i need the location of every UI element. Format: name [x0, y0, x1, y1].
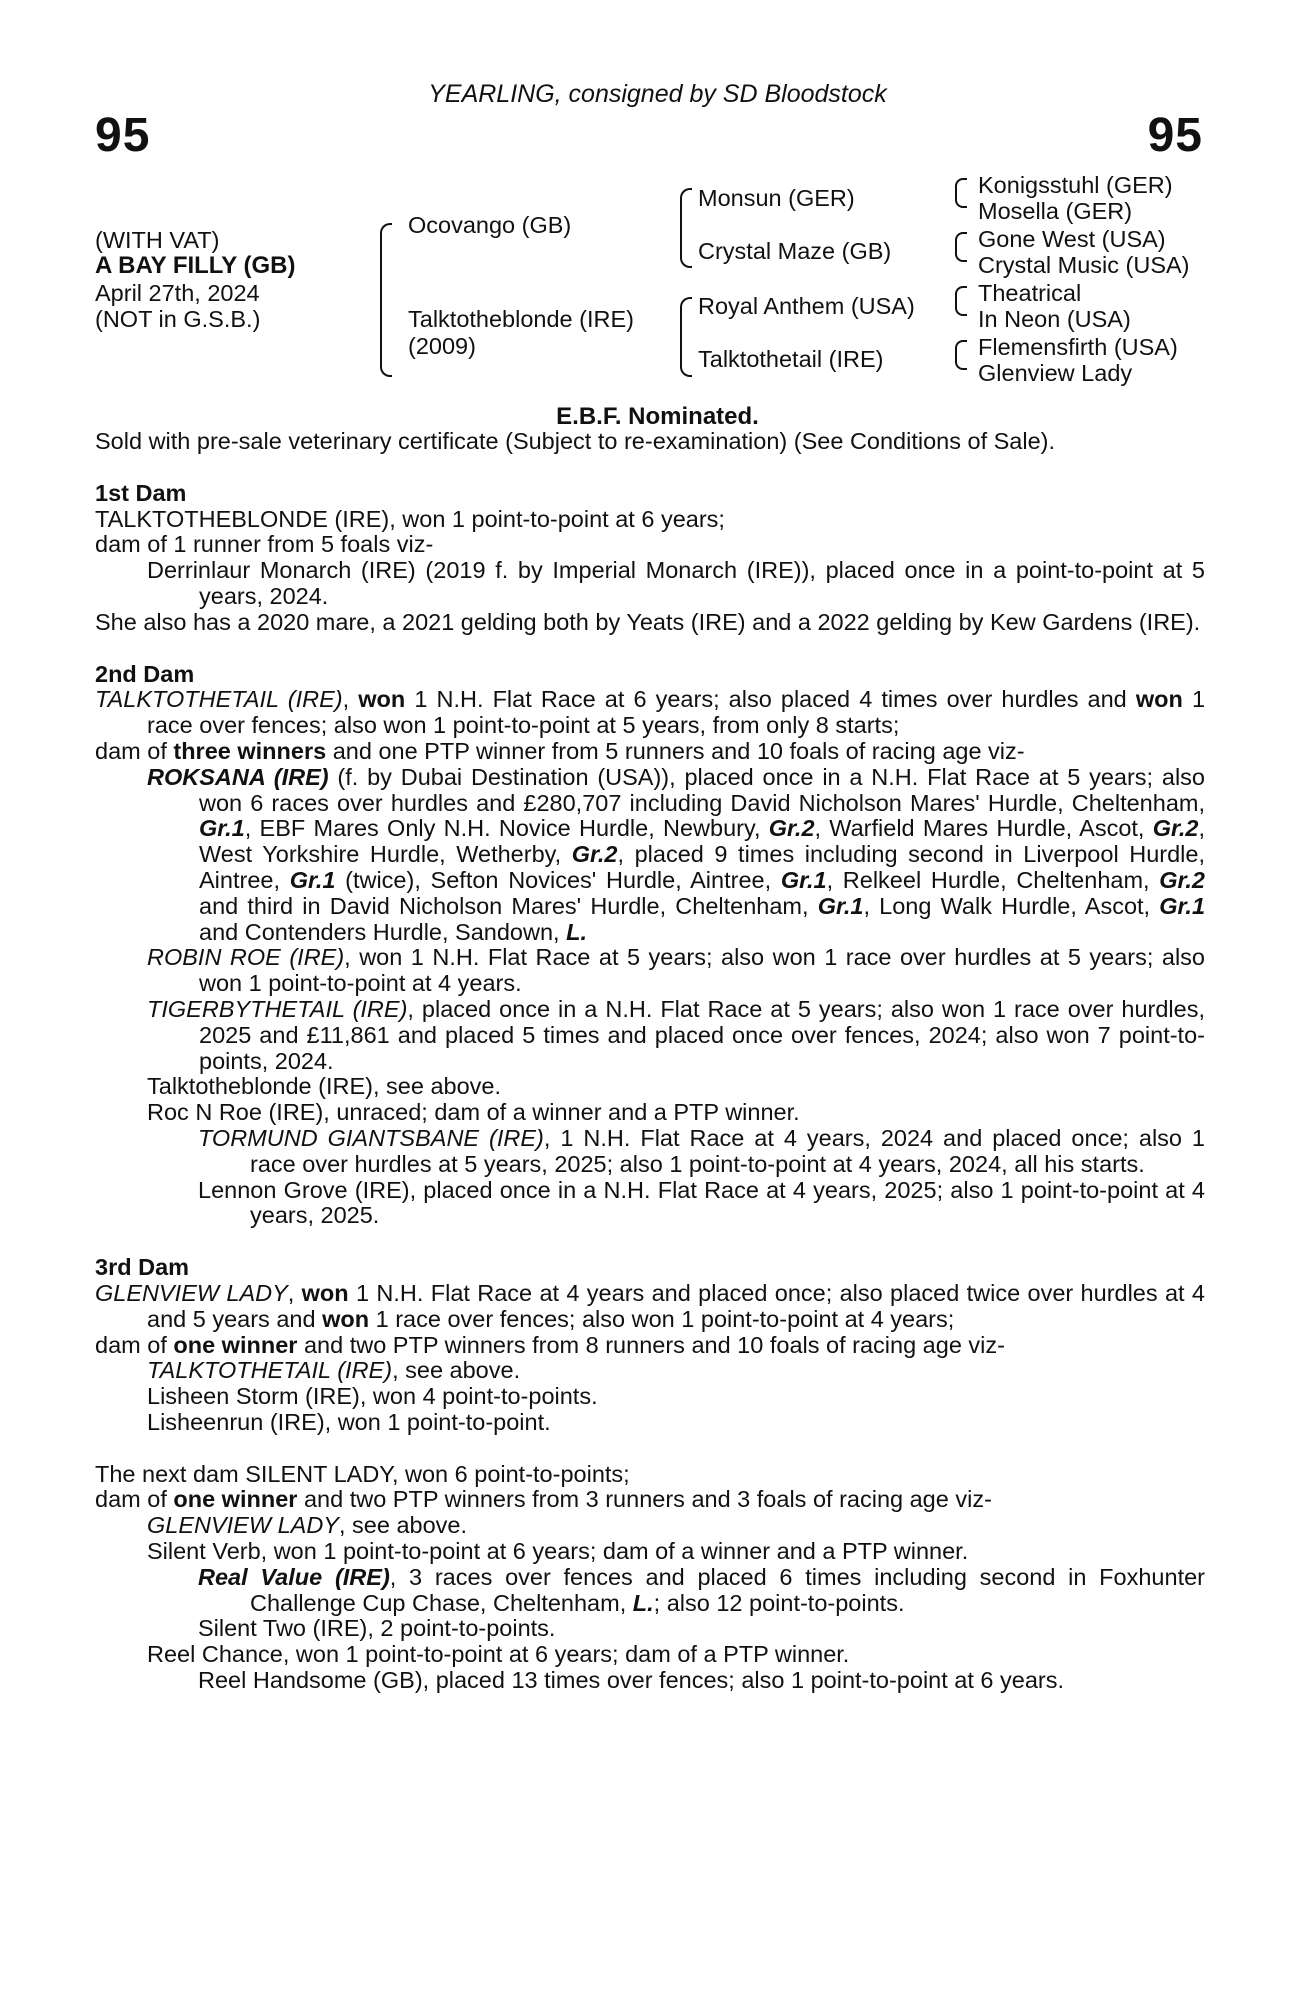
- grade-label: Gr.1: [1159, 892, 1206, 919]
- pedigree-brace-3a: [955, 178, 967, 208]
- roksana-entry: [95, 765, 1205, 946]
- next-dam-line: The next dam SILENT LADY, won 6 point-to-points;: [95, 1460, 630, 1487]
- grade-label: Gr.1: [199, 815, 245, 842]
- second-dam-record-text: 1 N.H. Flat Race at 6 years; also placed 4 times over hurdles and: [414, 686, 1127, 713]
- third-dam-produce-summary: [95, 1333, 1205, 1359]
- dam-of-label: dam of: [95, 737, 167, 764]
- grade-label: Gr.1: [780, 866, 827, 893]
- pedigree-brace-2b: [680, 297, 692, 377]
- vat-note: (WITH VAT): [95, 227, 220, 253]
- second-dam-name: TALKTOTHETAIL (IRE): [95, 686, 343, 713]
- first-dam-line-1: TALKTOTHEBLONDE (IRE), won 1 point-to-point at 6 years;: [95, 505, 725, 532]
- produce-summary-text: and two PTP winners from 3 runners and 3 foals of racing age viz-: [303, 1486, 992, 1513]
- third-dam-name: GLENVIEW LADY: [95, 1279, 288, 1306]
- pedigree-dam-year: (2009): [408, 333, 476, 359]
- lennon-grove-entry: Lennon Grove (IRE), placed once in a N.H. Flat Race at 4 years, 2025; also 1 point-to-point at 4 years, 2025.: [198, 1176, 1205, 1229]
- foaling-date: April 27th, 2024: [95, 280, 260, 306]
- first-dam-line-2: dam of 1 runner from 5 foals viz-: [95, 531, 434, 558]
- pedigree-dd-dam: Glenview Lady: [978, 360, 1133, 386]
- reel-chance-entry: Reel Chance, won 1 point-to-point at 6 years; dam of a PTP winner.: [147, 1641, 850, 1668]
- robin-roe-name: ROBIN ROE (IRE): [147, 944, 345, 971]
- grade-label: Gr.2: [571, 841, 618, 868]
- roksana-text: , EBF Mares Only N.H. Novice Hurdle, Newbury,: [244, 815, 761, 842]
- pedigree-sire: Ocovango (GB): [408, 212, 572, 238]
- pedigree-brace-1: [380, 223, 392, 377]
- won-label: won: [1135, 686, 1183, 713]
- won-label: won: [322, 1305, 370, 1332]
- produce-summary-text: and one PTP winner from 5 runners and 10 foals of racing age viz-: [332, 737, 1025, 764]
- talktothetail-text: , see above.: [392, 1357, 521, 1384]
- glenview-lady-text: , see above.: [338, 1512, 468, 1539]
- roksana-text: and third in David Nicholson Mares' Hurdle, Cheltenham,: [199, 892, 809, 919]
- winners-count: three winners: [173, 737, 327, 764]
- silent-two-entry: Silent Two (IRE), 2 point-to-points.: [198, 1615, 556, 1642]
- roksana-text: , Long Walk Hurdle, Ascot,: [863, 892, 1151, 919]
- pedigree-ss-dam: Mosella (GER): [978, 198, 1133, 224]
- third-dam-heading: 3rd Dam: [95, 1254, 190, 1281]
- third-dam-record-end: 1 race over fences; also won 1 point-to-point at 4 years;: [375, 1305, 955, 1332]
- pedigree-sd-dam: Crystal Music (USA): [978, 252, 1190, 278]
- second-dam-heading: 2nd Dam: [95, 660, 195, 687]
- tigerbythetail-text: , placed once in a N.H. Flat Race at 5 years; also won 1 race over hurdles, 2025 and £11,861 and placed 5 times and placed once over fences, 2024; also won 7 point-to-points, 2024.: [199, 995, 1205, 1074]
- horse-description: A BAY FILLY (GB): [95, 252, 296, 279]
- second-dam-record: TALKTOTHETAIL (IRE), won 1 N.H. Flat Race at 6 years; also placed 4 times over hurdles and won 1 race over fences; also won 1 point-to-point at 5 years, from only 8 starts;: [95, 686, 1206, 739]
- third-dam-record-text: 1 N.H. Flat Race at 4 years and placed once; also placed twice over hurdles at 4 and 5 years and: [147, 1279, 1205, 1332]
- first-dam-other-foals: She also has a 2020 mare, a 2021 gelding both by Yeats (IRE) and a 2022 gelding by Kew Gardens (IRE).: [95, 608, 1201, 635]
- pedigree-brace-2a: [680, 188, 692, 268]
- grade-label: Gr.1: [289, 866, 336, 893]
- catalogue-body: [95, 416, 1205, 1694]
- roksana-text: , placed 9 times including second in Liverpool Hurdle, Aintree,: [199, 841, 1205, 893]
- roksana-text: , Relkeel Hurdle, Cheltenham,: [826, 866, 1150, 893]
- gsb-status: (NOT in G.S.B.): [95, 306, 261, 332]
- roksana-name: ROKSANA (IRE): [147, 763, 329, 790]
- silent-verb-entry: Silent Verb, won 1 point-to-point at 6 years; dam of a winner and a PTP winner.: [147, 1538, 969, 1565]
- talktotheblonde-entry: Talktotheblonde (IRE), see above.: [147, 1073, 502, 1100]
- first-dam-produce: Derrinlaur Monarch (IRE) (2019 f. by Imperial Monarch (IRE)), placed once in a point-to-point at 5 years, 2024.: [147, 557, 1205, 609]
- pedigree-brace-3d: [955, 340, 967, 370]
- listed-label: L.: [632, 1589, 654, 1616]
- grade-label: Gr.2: [768, 815, 815, 842]
- roksana-text: , West Yorkshire Hurdle, Wetherby,: [199, 815, 1205, 868]
- grade-label: Gr.2: [1159, 866, 1205, 893]
- real-value-text: ; also 12 point-to-points.: [653, 1589, 905, 1616]
- listed-label: L.: [566, 918, 587, 945]
- lot-number-left: 95: [95, 109, 151, 162]
- dam-of-label: dam of: [95, 1331, 167, 1358]
- real-value-name: Real Value (IRE): [198, 1563, 390, 1590]
- grade-label: Gr.2: [1152, 815, 1199, 842]
- pedigree-dam-dam: Talktothetail (IRE): [698, 346, 884, 372]
- won-label: won: [358, 686, 406, 713]
- vet-note: Sold with pre-sale veterinary certificate (Subject to re-examination) (See Conditions of Sale).: [95, 428, 1056, 454]
- pedigree-ds-sire: Theatrical: [978, 280, 1082, 306]
- first-dam-heading: 1st Dam: [95, 479, 187, 506]
- tormund-name: TORMUND GIANTSBANE (IRE): [198, 1124, 544, 1151]
- roksana-text: and Contenders Hurdle, Sandown,: [199, 918, 560, 945]
- won-label: won: [301, 1279, 349, 1306]
- tormund-text: , 1 N.H. Flat Race at 4 years, 2024 and placed once; also 1 race over hurdles at 5 years, 2025; also 1 point-to-point at 4 years, 2024, all his starts.: [250, 1124, 1206, 1177]
- pedigree-brace-3c: [955, 286, 967, 316]
- pedigree-dam-sire: Royal Anthem (USA): [698, 293, 915, 319]
- dam-of-label: dam of: [95, 1486, 167, 1513]
- roksana-text: (f. by Dubai Destination (USA)), placed once in a N.H. Flat Race at 5 years; also won 6 races over hurdles and £280,707 including David Nicholson Mares' Hurdle, Cheltenham,: [199, 763, 1206, 816]
- lot-number-right: 95: [1147, 109, 1203, 162]
- tigerbythetail-name: TIGERBYTHETAIL (IRE): [147, 995, 408, 1022]
- glenview-lady-name: GLENVIEW LADY: [147, 1512, 339, 1539]
- second-dam-produce-summary: [95, 739, 1205, 765]
- pedigree-brace-3b: [955, 232, 967, 262]
- winners-count: one winner: [173, 1331, 298, 1358]
- second-dam-record-end: 1 race over fences; also won 1 point-to-point at 5 years, from only 8 starts;: [147, 686, 1206, 739]
- talktothetail-entry: [95, 1358, 1205, 1384]
- real-value-text: , 3 races over fences and placed 6 times including second in Foxhunter Challenge Cup Chase, Cheltenham,: [250, 1563, 1205, 1616]
- pedigree-dam: Talktotheblonde (IRE): [408, 306, 634, 332]
- third-dam-record: GLENVIEW LADY, won 1 N.H. Flat Race at 4 years and placed once; also placed twice over hurdles at 4 and 5 years and won 1 race over fences; also won 1 point-to-point at 4 years;: [95, 1279, 1205, 1332]
- lisheenrun-entry: Lisheenrun (IRE), won 1 point-to-point.: [147, 1408, 551, 1435]
- tigerbythetail-entry: [95, 997, 1205, 1074]
- grade-label: Gr.1: [817, 892, 864, 919]
- ebf-nominated: E.B.F. Nominated.: [556, 403, 759, 430]
- talktothetail-name: TALKTOTHETAIL (IRE): [147, 1357, 393, 1384]
- pedigree-ss-sire: Konigsstuhl (GER): [978, 172, 1173, 198]
- pedigree-sd-sire: Gone West (USA): [978, 226, 1166, 252]
- winners-count: one winner: [173, 1486, 298, 1513]
- real-value-entry: [95, 1565, 1205, 1617]
- roksana-text: , Warfield Mares Hurdle, Ascot,: [814, 815, 1145, 842]
- roksana-text: (twice), Sefton Novices' Hurdle, Aintree,: [345, 866, 772, 893]
- reel-handsome-entry: Reel Handsome (GB), placed 13 times over fences; also 1 point-to-point at 6 years.: [198, 1667, 1065, 1694]
- glenview-lady-entry: [95, 1513, 1205, 1539]
- pedigree-dd-sire: Flemensfirth (USA): [978, 334, 1178, 360]
- next-dam-produce-summary: [95, 1487, 1205, 1513]
- robin-roe-entry: [95, 945, 1205, 997]
- lisheen-storm-entry: Lisheen Storm (IRE), won 4 point-to-points.: [147, 1383, 598, 1410]
- produce-summary-text: and two PTP winners from 8 runners and 10 foals of racing age viz-: [303, 1331, 1005, 1358]
- pedigree-sire-dam: Crystal Maze (GB): [698, 238, 892, 264]
- roc-n-roe-entry: Roc N Roe (IRE), unraced; dam of a winner and a PTP winner.: [147, 1099, 800, 1126]
- pedigree-ds-dam: In Neon (USA): [978, 306, 1131, 332]
- tormund-entry: [95, 1126, 1205, 1178]
- consignment-header: YEARLING, consigned by SD Bloodstock: [428, 80, 887, 108]
- robin-roe-text: , won 1 N.H. Flat Race at 5 years; also won 1 race over hurdles at 5 years; also won 1 point-to-point at 4 years.: [199, 944, 1206, 997]
- pedigree-sire-sire: Monsun (GER): [698, 185, 855, 211]
